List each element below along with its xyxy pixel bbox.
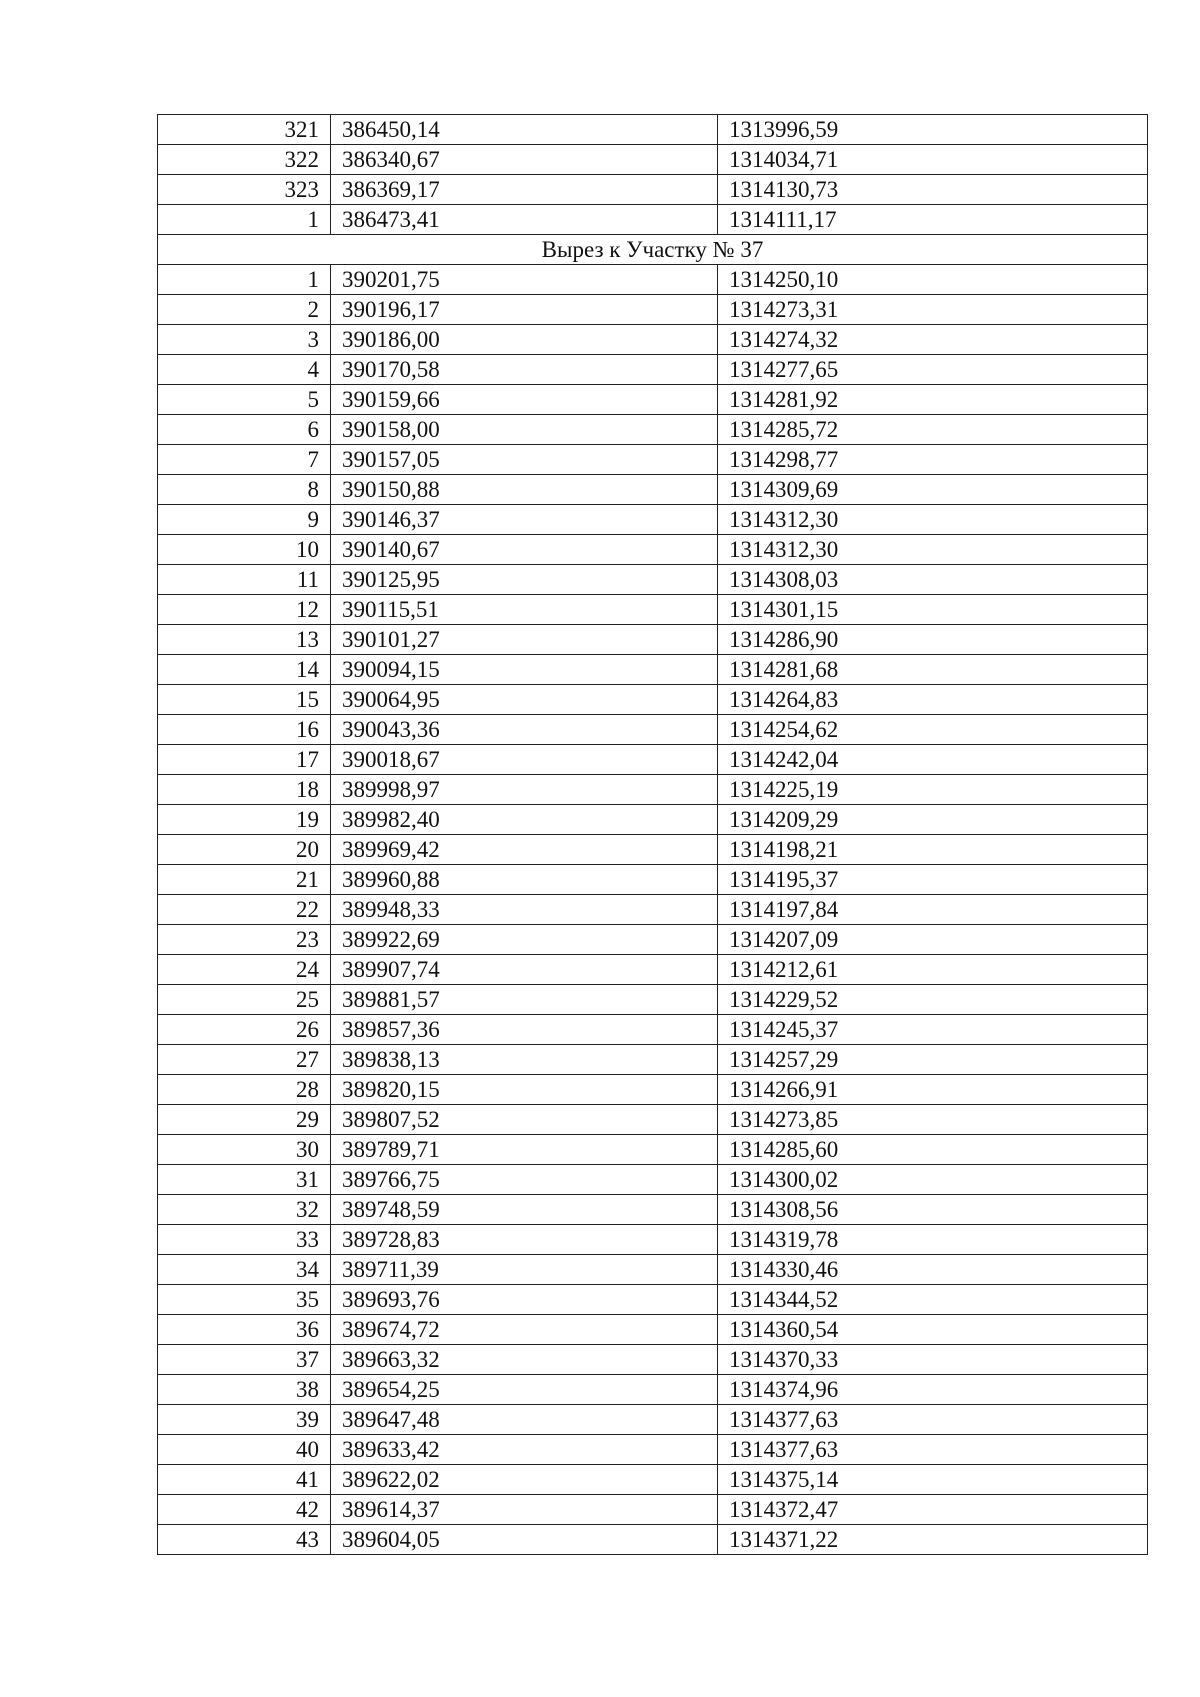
table-row — [158, 685, 1148, 715]
y-coordinate-cell: 1314285,72 — [718, 415, 1148, 445]
y-coordinate-cell: 1314298,77 — [718, 445, 1148, 475]
point-number-cell: 33 — [158, 1225, 331, 1255]
y-coordinate-cell: 1314250,10 — [718, 265, 1148, 295]
point-number-cell: 30 — [158, 1135, 331, 1165]
y-coordinate-cell: 1314212,61 — [718, 955, 1148, 985]
table-row — [158, 325, 1148, 355]
y-coordinate-cell: 1314254,62 — [718, 715, 1148, 745]
y-coordinate-cell: 1314370,33 — [718, 1345, 1148, 1375]
table-row — [158, 745, 1148, 775]
x-coordinate-cell: 389789,71 — [331, 1135, 718, 1165]
point-number-cell: 4 — [158, 355, 331, 385]
table-row — [158, 355, 1148, 385]
table-row — [158, 1465, 1148, 1495]
x-coordinate-cell: 389663,32 — [331, 1345, 718, 1375]
y-coordinate-cell: 1314377,63 — [718, 1405, 1148, 1435]
y-coordinate-cell: 1314266,91 — [718, 1075, 1148, 1105]
section-row — [158, 235, 1148, 265]
point-number-cell: 1 — [158, 265, 331, 295]
x-coordinate-cell: 390158,00 — [331, 415, 718, 445]
section-title: Вырез к Участку № 37 — [158, 235, 1148, 265]
table-row — [158, 1435, 1148, 1465]
coordinates-table-body — [158, 115, 1148, 1555]
x-coordinate-cell: 386450,14 — [331, 115, 718, 145]
table-row — [158, 655, 1148, 685]
x-coordinate-cell: 389922,69 — [331, 925, 718, 955]
y-coordinate-cell: 1314273,85 — [718, 1105, 1148, 1135]
x-coordinate-cell: 390140,67 — [331, 535, 718, 565]
point-number-cell: 5 — [158, 385, 331, 415]
x-coordinate-cell: 389604,05 — [331, 1525, 718, 1555]
table-row — [158, 1225, 1148, 1255]
point-number-cell: 19 — [158, 805, 331, 835]
table-row — [158, 115, 1148, 145]
table-row — [158, 1375, 1148, 1405]
y-coordinate-cell: 1314281,68 — [718, 655, 1148, 685]
coordinates-table — [157, 114, 1148, 1555]
point-number-cell: 321 — [158, 115, 331, 145]
point-number-cell: 40 — [158, 1435, 331, 1465]
point-number-cell: 3 — [158, 325, 331, 355]
point-number-cell: 28 — [158, 1075, 331, 1105]
point-number-cell: 43 — [158, 1525, 331, 1555]
y-coordinate-cell: 1314034,71 — [718, 145, 1148, 175]
point-number-cell: 7 — [158, 445, 331, 475]
y-coordinate-cell: 1314257,29 — [718, 1045, 1148, 1075]
y-coordinate-cell: 1314209,29 — [718, 805, 1148, 835]
table-row — [158, 565, 1148, 595]
x-coordinate-cell: 389693,76 — [331, 1285, 718, 1315]
x-coordinate-cell: 389633,42 — [331, 1435, 718, 1465]
table-row — [158, 175, 1148, 205]
y-coordinate-cell: 1314330,46 — [718, 1255, 1148, 1285]
y-coordinate-cell: 1314371,22 — [718, 1525, 1148, 1555]
point-number-cell: 27 — [158, 1045, 331, 1075]
y-coordinate-cell: 1314375,14 — [718, 1465, 1148, 1495]
y-coordinate-cell: 1314309,69 — [718, 475, 1148, 505]
y-coordinate-cell: 1314281,92 — [718, 385, 1148, 415]
point-number-cell: 322 — [158, 145, 331, 175]
point-number-cell: 18 — [158, 775, 331, 805]
x-coordinate-cell: 389881,57 — [331, 985, 718, 1015]
x-coordinate-cell: 389674,72 — [331, 1315, 718, 1345]
x-coordinate-cell: 389711,39 — [331, 1255, 718, 1285]
x-coordinate-cell: 389857,36 — [331, 1015, 718, 1045]
table-row — [158, 1105, 1148, 1135]
x-coordinate-cell: 389728,83 — [331, 1225, 718, 1255]
point-number-cell: 20 — [158, 835, 331, 865]
table-row — [158, 475, 1148, 505]
point-number-cell: 24 — [158, 955, 331, 985]
table-row — [158, 835, 1148, 865]
point-number-cell: 22 — [158, 895, 331, 925]
y-coordinate-cell: 1314374,96 — [718, 1375, 1148, 1405]
x-coordinate-cell: 389622,02 — [331, 1465, 718, 1495]
point-number-cell: 37 — [158, 1345, 331, 1375]
x-coordinate-cell: 389838,13 — [331, 1045, 718, 1075]
table-row — [158, 535, 1148, 565]
x-coordinate-cell: 389614,37 — [331, 1495, 718, 1525]
table-row — [158, 1495, 1148, 1525]
y-coordinate-cell: 1314377,63 — [718, 1435, 1148, 1465]
table-row — [158, 1165, 1148, 1195]
y-coordinate-cell: 1314308,56 — [718, 1195, 1148, 1225]
x-coordinate-cell: 386473,41 — [331, 205, 718, 235]
table-row — [158, 1135, 1148, 1165]
y-coordinate-cell: 1314273,31 — [718, 295, 1148, 325]
point-number-cell: 12 — [158, 595, 331, 625]
table-row — [158, 205, 1148, 235]
x-coordinate-cell: 389969,42 — [331, 835, 718, 865]
table-row — [158, 925, 1148, 955]
y-coordinate-cell: 1314344,52 — [718, 1285, 1148, 1315]
x-coordinate-cell: 389766,75 — [331, 1165, 718, 1195]
y-coordinate-cell: 1314245,37 — [718, 1015, 1148, 1045]
point-number-cell: 16 — [158, 715, 331, 745]
table-row — [158, 1045, 1148, 1075]
table-row — [158, 1075, 1148, 1105]
table-row — [158, 805, 1148, 835]
x-coordinate-cell: 390170,58 — [331, 355, 718, 385]
x-coordinate-cell: 389748,59 — [331, 1195, 718, 1225]
y-coordinate-cell: 1314312,30 — [718, 535, 1148, 565]
y-coordinate-cell: 1314207,09 — [718, 925, 1148, 955]
table-row — [158, 265, 1148, 295]
point-number-cell: 31 — [158, 1165, 331, 1195]
x-coordinate-cell: 389647,48 — [331, 1405, 718, 1435]
table-row — [158, 1255, 1148, 1285]
y-coordinate-cell: 1314130,73 — [718, 175, 1148, 205]
point-number-cell: 9 — [158, 505, 331, 535]
y-coordinate-cell: 1314319,78 — [718, 1225, 1148, 1255]
point-number-cell: 23 — [158, 925, 331, 955]
x-coordinate-cell: 389820,15 — [331, 1075, 718, 1105]
y-coordinate-cell: 1314111,17 — [718, 205, 1148, 235]
table-row — [158, 1315, 1148, 1345]
point-number-cell: 2 — [158, 295, 331, 325]
y-coordinate-cell: 1314301,15 — [718, 595, 1148, 625]
x-coordinate-cell: 389998,97 — [331, 775, 718, 805]
point-number-cell: 42 — [158, 1495, 331, 1525]
table-row — [158, 985, 1148, 1015]
x-coordinate-cell: 389807,52 — [331, 1105, 718, 1135]
y-coordinate-cell: 1314229,52 — [718, 985, 1148, 1015]
point-number-cell: 10 — [158, 535, 331, 565]
y-coordinate-cell: 1314197,84 — [718, 895, 1148, 925]
x-coordinate-cell: 390018,67 — [331, 745, 718, 775]
point-number-cell: 38 — [158, 1375, 331, 1405]
x-coordinate-cell: 390094,15 — [331, 655, 718, 685]
table-row — [158, 595, 1148, 625]
table-row — [158, 445, 1148, 475]
point-number-cell: 35 — [158, 1285, 331, 1315]
y-coordinate-cell: 1314277,65 — [718, 355, 1148, 385]
x-coordinate-cell: 390201,75 — [331, 265, 718, 295]
point-number-cell: 8 — [158, 475, 331, 505]
point-number-cell: 34 — [158, 1255, 331, 1285]
point-number-cell: 17 — [158, 745, 331, 775]
point-number-cell: 6 — [158, 415, 331, 445]
x-coordinate-cell: 390146,37 — [331, 505, 718, 535]
point-number-cell: 36 — [158, 1315, 331, 1345]
point-number-cell: 11 — [158, 565, 331, 595]
table-row — [158, 625, 1148, 655]
table-row — [158, 1015, 1148, 1045]
x-coordinate-cell: 390101,27 — [331, 625, 718, 655]
x-coordinate-cell: 390157,05 — [331, 445, 718, 475]
x-coordinate-cell: 389948,33 — [331, 895, 718, 925]
x-coordinate-cell: 390125,95 — [331, 565, 718, 595]
x-coordinate-cell: 390196,17 — [331, 295, 718, 325]
y-coordinate-cell: 1314300,02 — [718, 1165, 1148, 1195]
point-number-cell: 13 — [158, 625, 331, 655]
point-number-cell: 21 — [158, 865, 331, 895]
table-row — [158, 1525, 1148, 1555]
y-coordinate-cell: 1314274,32 — [718, 325, 1148, 355]
table-row — [158, 1345, 1148, 1375]
x-coordinate-cell: 389960,88 — [331, 865, 718, 895]
y-coordinate-cell: 1314242,04 — [718, 745, 1148, 775]
x-coordinate-cell: 390115,51 — [331, 595, 718, 625]
point-number-cell: 1 — [158, 205, 331, 235]
point-number-cell: 39 — [158, 1405, 331, 1435]
point-number-cell: 41 — [158, 1465, 331, 1495]
point-number-cell: 32 — [158, 1195, 331, 1225]
y-coordinate-cell: 1313996,59 — [718, 115, 1148, 145]
y-coordinate-cell: 1314198,21 — [718, 835, 1148, 865]
x-coordinate-cell: 390043,36 — [331, 715, 718, 745]
table-row — [158, 1405, 1148, 1435]
point-number-cell: 323 — [158, 175, 331, 205]
point-number-cell: 15 — [158, 685, 331, 715]
table-row — [158, 865, 1148, 895]
y-coordinate-cell: 1314312,30 — [718, 505, 1148, 535]
table-row — [158, 1285, 1148, 1315]
y-coordinate-cell: 1314308,03 — [718, 565, 1148, 595]
y-coordinate-cell: 1314285,60 — [718, 1135, 1148, 1165]
point-number-cell: 25 — [158, 985, 331, 1015]
x-coordinate-cell: 386340,67 — [331, 145, 718, 175]
y-coordinate-cell: 1314264,83 — [718, 685, 1148, 715]
table-row — [158, 295, 1148, 325]
y-coordinate-cell: 1314372,47 — [718, 1495, 1148, 1525]
table-row — [158, 1195, 1148, 1225]
point-number-cell: 26 — [158, 1015, 331, 1045]
x-coordinate-cell: 390159,66 — [331, 385, 718, 415]
table-row — [158, 955, 1148, 985]
table-row — [158, 145, 1148, 175]
table-row — [158, 895, 1148, 925]
y-coordinate-cell: 1314195,37 — [718, 865, 1148, 895]
y-coordinate-cell: 1314286,90 — [718, 625, 1148, 655]
x-coordinate-cell: 390150,88 — [331, 475, 718, 505]
x-coordinate-cell: 389982,40 — [331, 805, 718, 835]
y-coordinate-cell: 1314360,54 — [718, 1315, 1148, 1345]
table-row — [158, 415, 1148, 445]
point-number-cell: 14 — [158, 655, 331, 685]
x-coordinate-cell: 390186,00 — [331, 325, 718, 355]
x-coordinate-cell: 390064,95 — [331, 685, 718, 715]
x-coordinate-cell: 386369,17 — [331, 175, 718, 205]
table-row — [158, 715, 1148, 745]
y-coordinate-cell: 1314225,19 — [718, 775, 1148, 805]
x-coordinate-cell: 389654,25 — [331, 1375, 718, 1405]
table-row — [158, 505, 1148, 535]
table-row — [158, 775, 1148, 805]
x-coordinate-cell: 389907,74 — [331, 955, 718, 985]
point-number-cell: 29 — [158, 1105, 331, 1135]
table-row — [158, 385, 1148, 415]
